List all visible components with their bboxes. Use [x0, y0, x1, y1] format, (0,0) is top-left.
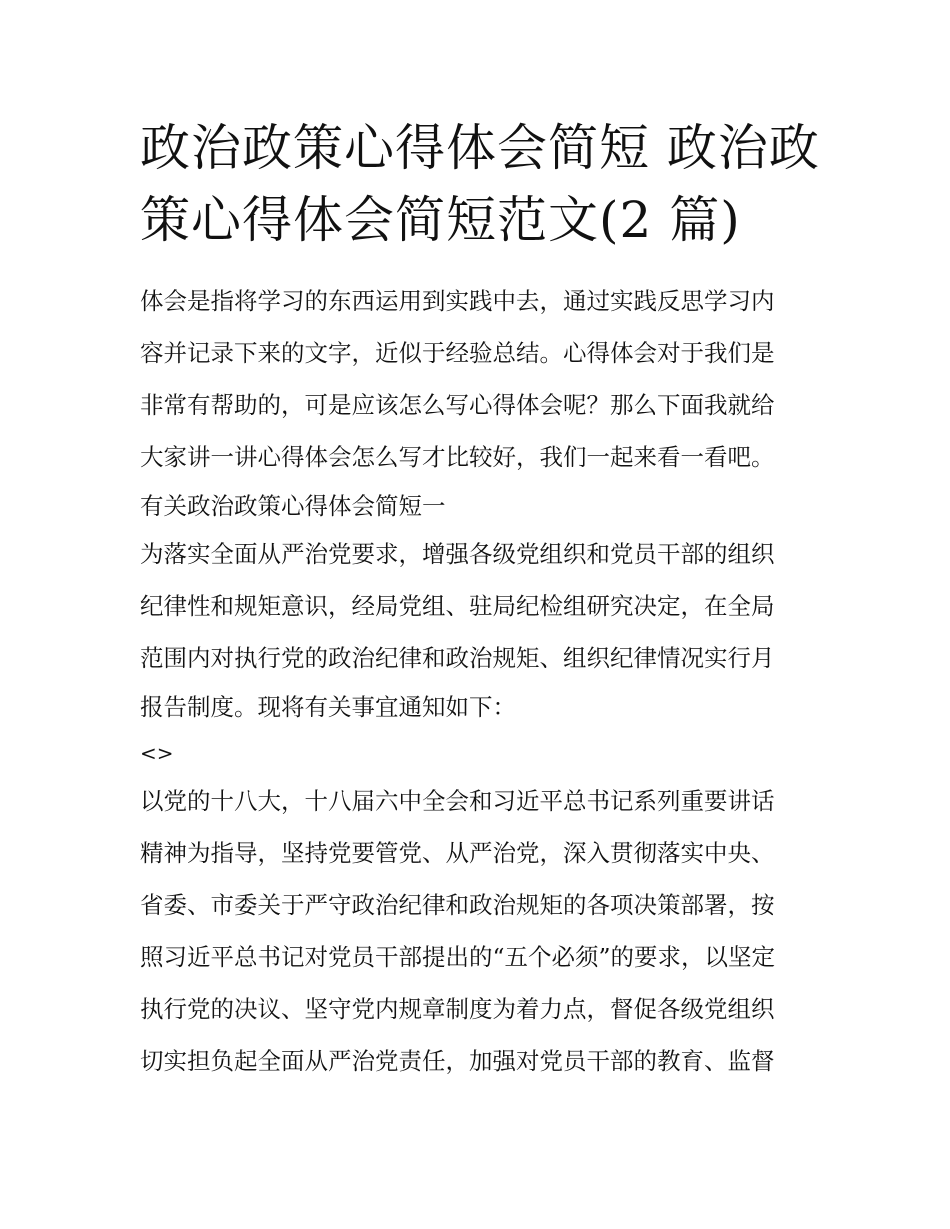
para1-line-3: 范围内对执行党的政治纪律和政治规矩、组织纪律情况实行月: [140, 644, 775, 672]
para2-line-4: 照习近平总书记对党员干部提出的“五个必须”的要求，以坚定: [140, 943, 776, 971]
section-marker: <>: [140, 741, 174, 765]
intro-line-1: 体会是指将学习的东西运用到实践中去，通过实践反思学习内: [140, 287, 775, 315]
para1-line-1: 为落实全面从严治党要求，增强各级党组织和党员干部的组织: [140, 540, 775, 568]
title-line-2: 策心得体会简短范文(2 篇): [140, 191, 741, 249]
para2-line-2: 精神为指导，坚持党要管党、从严治党，深入贯彻落实中央、: [140, 839, 775, 867]
para2-line-5: 执行党的决议、坚守党内规章制度为着力点，督促各级党组织: [140, 995, 775, 1023]
section-heading: 有关政治政策心得体会简短一: [140, 492, 446, 520]
title-line-1: 政治政策心得体会简短 政治政: [140, 119, 820, 177]
intro-line-2: 容并记录下来的文字，近似于经验总结。心得体会对于我们是: [140, 339, 775, 367]
para2-line-6: 切实担负起全面从严治党责任，加强对党员干部的教育、监督: [140, 1047, 775, 1075]
intro-line-4: 大家讲一讲心得体会怎么写才比较好，我们一起来看一看吧。: [140, 443, 775, 471]
intro-line-3: 非常有帮助的，可是应该怎么写心得体会呢？那么下面我就给: [140, 391, 775, 419]
para2-line-1: 以党的十八大，十八届六中全会和习近平总书记系列重要讲话: [140, 787, 775, 815]
document-title: [140, 112, 830, 256]
para1-line-2: 纪律性和规矩意识，经局党组、驻局纪检组研究决定，在全局: [140, 592, 775, 620]
para2-line-3: 省委、市委关于严守政治纪律和政治规矩的各项决策部署，按: [140, 891, 775, 919]
para1-line-4: 报告制度。现将有关事宜通知如下：: [140, 693, 516, 721]
